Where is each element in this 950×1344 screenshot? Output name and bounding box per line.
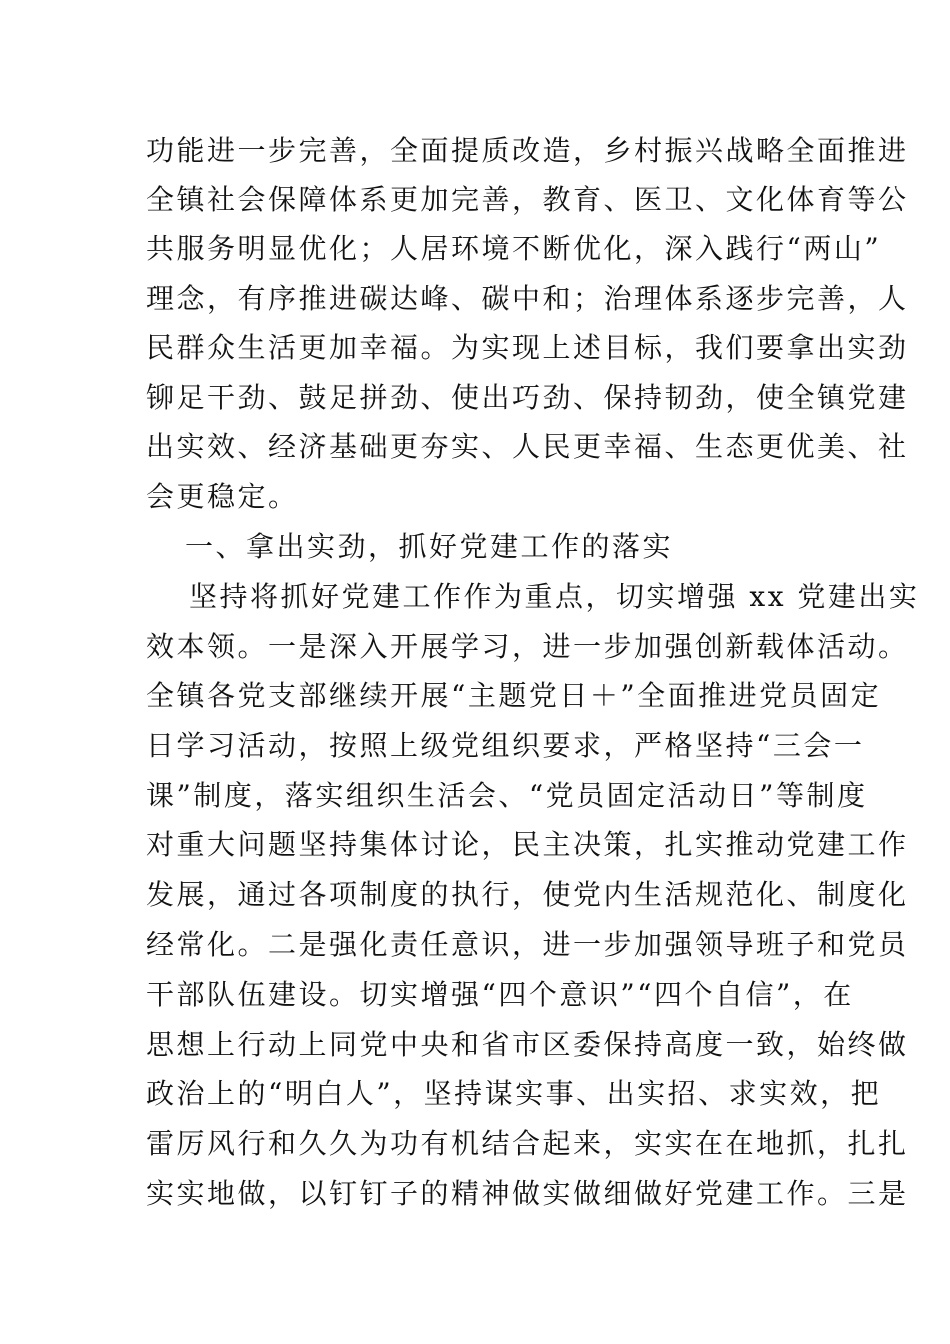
text-line: 功能进一步完善，全面提质改造，乡村振兴战略全面推进: [146, 134, 909, 167]
text-line: 民群众生活更加幸福。为实现上述目标，我们要拿出实劲: [146, 331, 909, 364]
text-line: 思想上行动上同党中央和省市区委保持高度一致，始终做: [146, 1028, 909, 1061]
text-line: 经常化。二是强化责任意识，进一步加强领导班子和党员: [146, 928, 909, 961]
text-line: 政治上的“明白人”，坚持谋实事、出实招、求实效，把: [146, 1077, 882, 1110]
section-heading: 一、拿出实劲，抓好党建工作的落实: [185, 530, 674, 563]
text-line: 全镇各党支部继续开展“主题党日＋”全面推进党员固定: [146, 679, 882, 712]
text-line: 雷厉风行和久久为功有机结合起来，实实在在地抓，扎扎: [146, 1127, 909, 1160]
text-line: 铆足干劲、鼓足拼劲、使出巧劲、保持韧劲，使全镇党建: [146, 381, 909, 414]
paragraph-first-line: 坚持将抓好党建工作作为重点，切实增强 xx 党建出实: [189, 580, 920, 613]
text-line: 对重大问题坚持集体讨论，民主决策，扎实推动党建工作: [146, 828, 909, 861]
text-line: 全镇社会保障体系更加完善，教育、医卫、文化体育等公: [146, 183, 909, 216]
text-line: 共服务明显优化；人居环境不断优化，深入践行“两山”: [146, 232, 882, 265]
text-line: 发展，通过各项制度的执行，使党内生活规范化、制度化: [146, 878, 909, 911]
text-line: 会更稳定。: [146, 480, 299, 513]
text-line: 效本领。一是深入开展学习，进一步加强创新载体活动。: [146, 630, 909, 663]
text-line: 理念，有序推进碳达峰、碳中和；治理体系逐步完善，人: [146, 282, 909, 315]
text-line: 课”制度，落实组织生活会、“党员固定活动日”等制度: [146, 779, 868, 812]
text-line: 日学习活动，按照上级党组织要求，严格坚持“三会一: [146, 729, 865, 762]
text-line: 出实效、经济基础更夯实、人民更幸福、生态更优美、社: [146, 430, 909, 463]
text-line: 干部队伍建设。切实增强“四个意识”“四个自信”，在: [146, 978, 854, 1011]
text-line: 实实地做，以钉钉子的精神做实做细做好党建工作。三是: [146, 1177, 909, 1210]
